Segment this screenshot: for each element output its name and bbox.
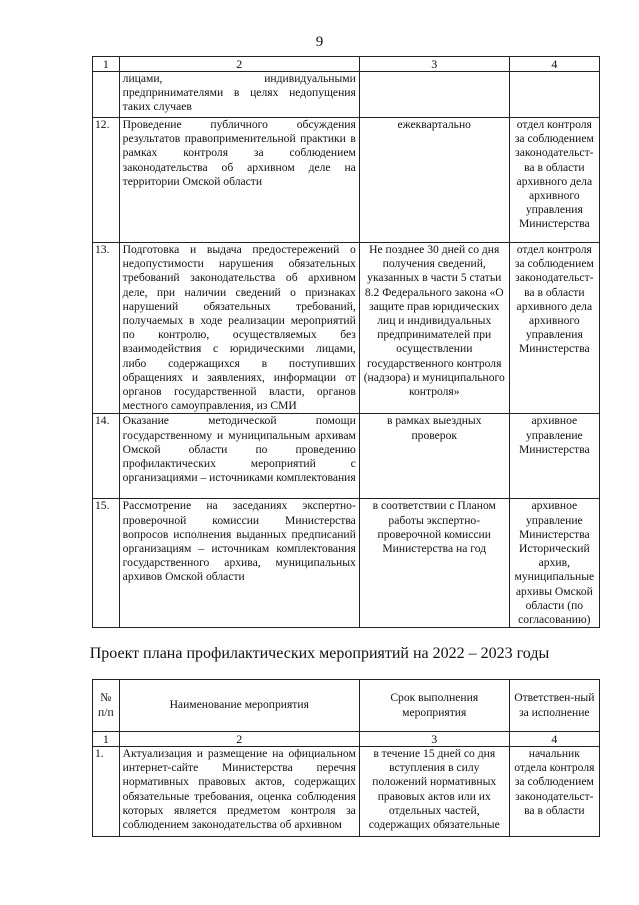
- column-header-number: № п/п: [93, 680, 120, 732]
- column-number: 1: [93, 57, 120, 72]
- column-header-responsible: Ответствен-ный за исполнение: [509, 680, 599, 732]
- measure-term: Не позднее 30 дней со дня получения сведений, указанных в части 5 статьи 8.2 Федерального закона «О защите прав юридических лиц и индивидуальных предпринимателей при осуществлении государственного контроля (надзора) и муниципального контроля»: [359, 243, 509, 414]
- column-number: 4: [509, 57, 599, 72]
- column-header-name: Наименование мероприятия: [119, 680, 359, 732]
- measure-term: в течение 15 дней со дня вступления в силу положений нормативных правовых актов или их отдельных частей, содержащих обязательные: [359, 747, 509, 837]
- row-number: 12.: [93, 118, 120, 243]
- plan-table-continued: [92, 56, 600, 628]
- measure-responsible: архивное управление Министерства Исторический архив, муниципальные архивы Омской области (по согласованию): [509, 499, 599, 628]
- row-number: 13.: [93, 243, 120, 414]
- measure-name: Оказание методической помощи государственному и муниципальным архивам Омской области по проведению профилактических мероприятий с организациями – источниками комплектования: [119, 414, 359, 499]
- column-number: 1: [93, 732, 120, 747]
- table-row: [93, 72, 600, 118]
- column-number-row: [93, 57, 600, 72]
- measure-term: в соответствии с Планом работы экспертно-проверочной комиссии Министерства на год: [359, 499, 509, 628]
- measure-responsible: отдел контроля за соблюдением законодательст-ва в области архивного дела архивного управления Министерства: [509, 243, 599, 414]
- section-title: Проект плана профилактических мероприятий на 2022 – 2023 годы: [89, 645, 550, 662]
- measure-name: Актуализация и размещение на официальном интернет-сайте Министерства перечня нормативных правовых актов, содержащих обязательные требования, оценка соблюдения которых является предметом контроля за соблюдением законодательства об архивном: [119, 747, 359, 837]
- table-header-row: [93, 680, 600, 732]
- page-number: 9: [315, 34, 324, 50]
- column-number: 4: [509, 732, 599, 747]
- measure-term: [359, 72, 509, 118]
- measure-responsible: начальник отдела контроля за соблюдением законодательст-ва в области: [509, 747, 599, 837]
- row-number: 1.: [93, 747, 120, 837]
- measure-name: лицами, индивидуальными предпринимателями в целях недопущения таких случаев: [119, 72, 359, 118]
- table-row: [93, 499, 600, 628]
- measure-responsible: архивное управление Министерства: [509, 414, 599, 499]
- column-number: 2: [119, 732, 359, 747]
- measure-responsible: [509, 72, 599, 118]
- table-row: [93, 414, 600, 499]
- table-row: [93, 243, 600, 414]
- row-number: 15.: [93, 499, 120, 628]
- table-row: [93, 118, 600, 243]
- measure-responsible: отдел контроля за соблюдением законодательст-ва в области архивного дела архивного управления Министерства: [509, 118, 599, 243]
- measure-term: ежеквартально: [359, 118, 509, 243]
- column-number: 3: [359, 57, 509, 72]
- measure-name: Подготовка и выдача предостережений о недопустимости нарушения обязательных требований законодательства об архивном деле, при наличии сведений о признаках нарушений обязательных требований, получаемых в ходе реализации мероприятий по контролю, осуществляемых без взаимодействия с юридическими лицами, либо содержащихся в поступивших обращениях и заявлениях, информации от органов государственной власти, органов местного самоуправления, из СМИ: [119, 243, 359, 414]
- measure-name: Проведение публичного обсуждения результатов правоприменительной практики в рамках контроля за соблюдением законодательства об архивном деле на территории Омской области: [119, 118, 359, 243]
- column-number: 2: [119, 57, 359, 72]
- column-header-term: Срок выполнения мероприятия: [359, 680, 509, 732]
- measure-term: в рамках выездных проверок: [359, 414, 509, 499]
- table-row: [93, 747, 600, 837]
- row-number: [93, 72, 120, 118]
- plan-table-2022-2023: [92, 679, 600, 837]
- column-number: 3: [359, 732, 509, 747]
- row-number: 14.: [93, 414, 120, 499]
- column-number-row: [93, 732, 600, 747]
- measure-name: Рассмотрение на заседаниях экспертно-проверочной комиссии Министерства вопросов исполнения выданных предписаний организациям – источникам комплектования государственного архива, муниципальных архивов Омской области: [119, 499, 359, 628]
